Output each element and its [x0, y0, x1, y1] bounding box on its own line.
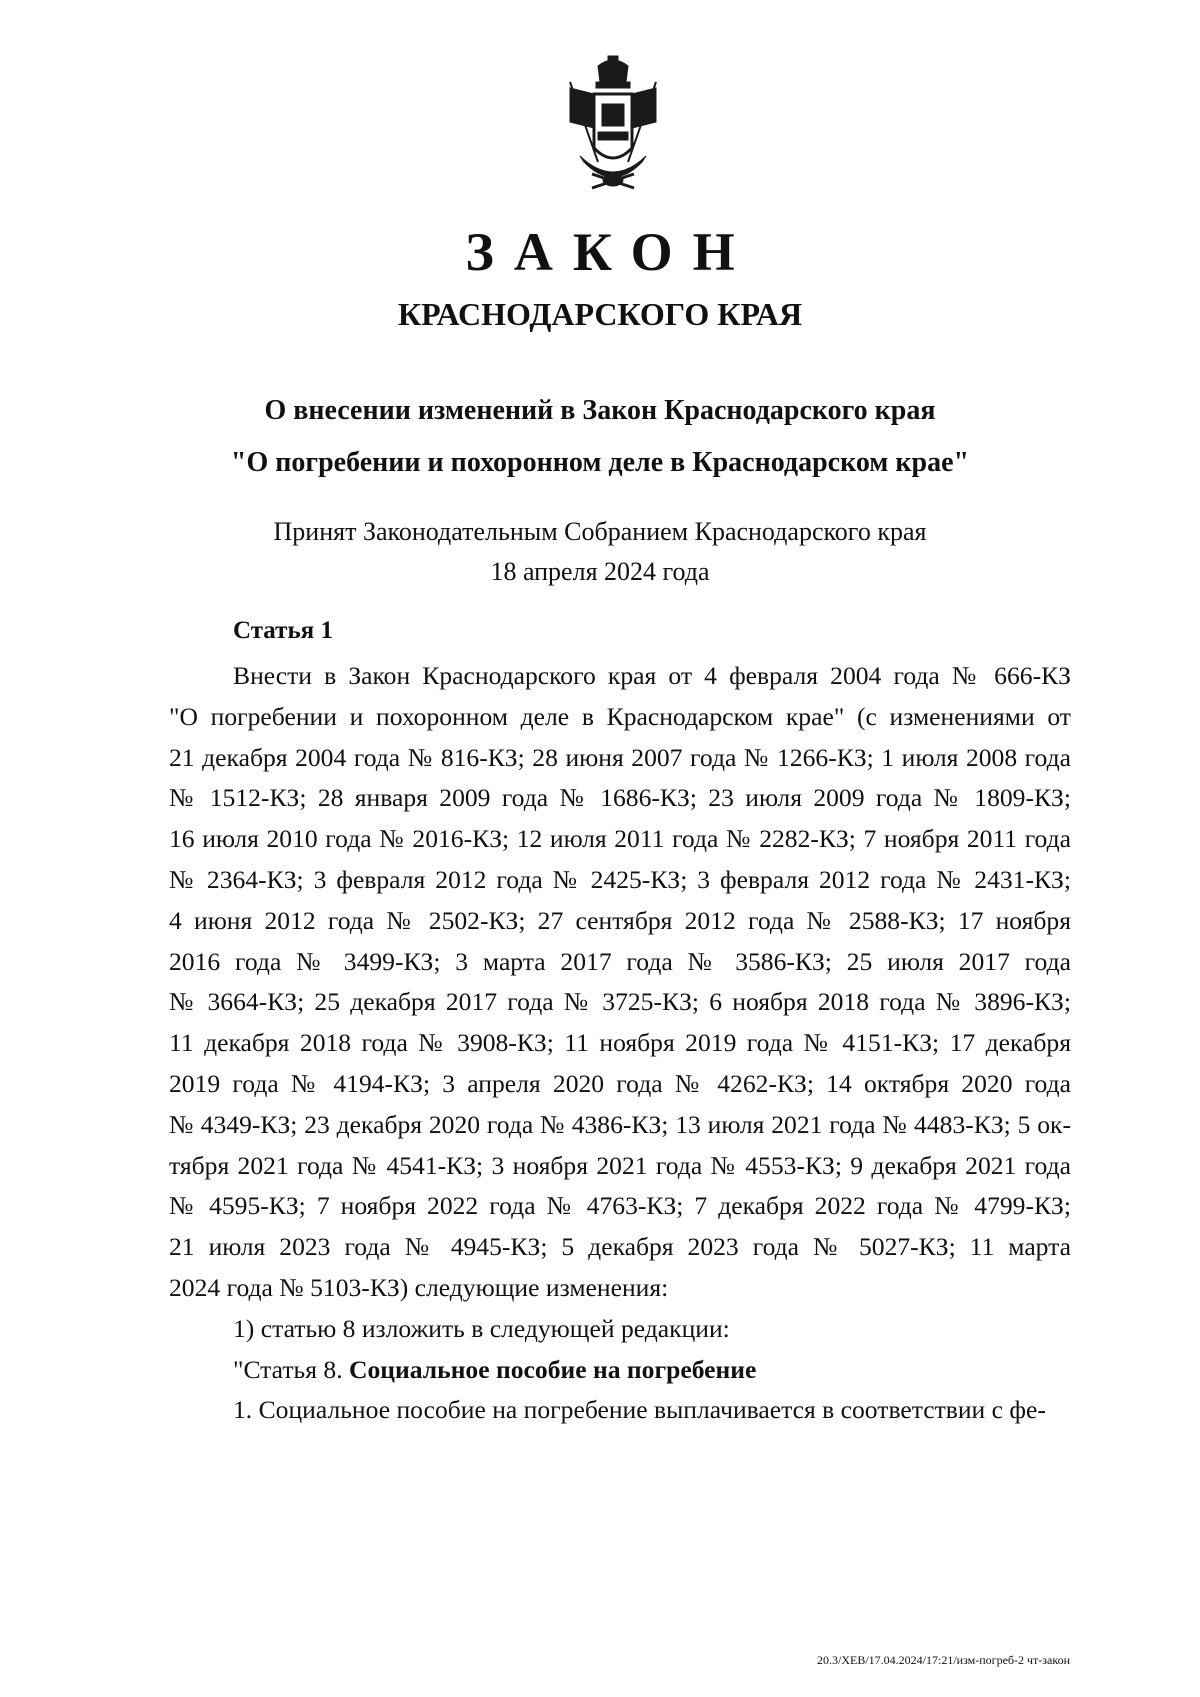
intro-line: № 1512-КЗ; 28 января 2009 года № 1686-КЗ; 23 июля 2009 года № 1809-КЗ; — [169, 783, 1071, 813]
intro-line: 21 июля 2023 года № 4945-КЗ; 5 декабря 2023 года № 5027-КЗ; 11 марта — [169, 1232, 1071, 1262]
adoption-date: 18 апреля 2024 года — [490, 557, 710, 586]
crown-dome — [598, 60, 628, 82]
item-1: 1) статью 8 изложить в следующей редакции: — [233, 1313, 730, 1343]
intro-line: 4 июня 2012 года № 2502-КЗ; 27 сентября 2012 года № 2588-КЗ; 17 ноября — [169, 905, 1071, 935]
intro-line: тября 2021 года № 4541-КЗ; 3 ноября 2021 года № 4553-КЗ; 9 декабря 2021 года — [169, 1150, 1071, 1180]
article-heading: Статья 1 — [233, 617, 333, 644]
ribbon-knot — [603, 174, 623, 186]
intro-line: 2019 года № 4194-КЗ; 3 апреля 2020 года № 4262-КЗ; 14 октября 2020 года — [169, 1068, 1071, 1098]
intro-line: 16 июля 2010 года № 2016-КЗ; 12 июля 2011 года № 2282-КЗ; 7 ноября 2011 года — [169, 824, 1071, 854]
new-article-heading — [169, 1350, 1071, 1391]
shield-eagle — [602, 104, 624, 126]
intro-line: 11 декабря 2018 года № 3908-КЗ; 11 ноября 2019 года № 4151-КЗ; 17 декабря — [169, 1028, 1071, 1058]
shield-base — [598, 132, 628, 140]
coat-of-arms-emblem — [558, 52, 668, 198]
crown-band — [596, 82, 630, 88]
new-article-title: Социальное пособие на погребение — [349, 1354, 757, 1384]
intro-line: "О погребении и похоронном деле в Краснодарском крае" (с изменениями от — [169, 701, 1071, 731]
document-code: 20.3/ХЕВ/17.04.2024/17:21/изм-погреб-2 чт-закон — [816, 1653, 1070, 1667]
intro-line: 2024 года № 5103-КЗ) следующие изменения: — [169, 1272, 669, 1302]
intro-line: 21 декабря 2004 года № 816-КЗ; 28 июня 2007 года № 1266-КЗ; 1 июля 2008 года — [169, 742, 1071, 772]
intro-paragraph — [169, 656, 1071, 1309]
new-article-prefix: "Статья 8. — [233, 1354, 349, 1384]
intro-line: Внести в Закон Краснодарского края от 4 февраля 2004 года № 666-КЗ — [233, 661, 1071, 690]
region-title: КРАСНОДАРСКОГО КРАЯ — [397, 296, 803, 332]
intro-line: № 4349-КЗ; 23 декабря 2020 года № 4386-КЗ; 13 июля 2021 года № 4483-КЗ; 5 ок- — [169, 1109, 1071, 1139]
article-body — [169, 656, 1071, 1431]
subject-line-2: "О погребении и похоронном деле в Краснодарском крае" — [230, 447, 970, 478]
document-title: ЗАКОН — [465, 222, 755, 282]
paragraph-1: 1. Социальное пособие на погребение выплачивается в соответствии с фе- — [233, 1395, 1046, 1425]
intro-line: № 3664-КЗ; 25 декабря 2017 года № 3725-КЗ; 6 ноября 2018 года № 3896-КЗ; — [169, 987, 1071, 1017]
adoption-authority: Принят Законодательным Собранием Краснодарского края — [273, 517, 927, 546]
intro-line: 2016 года № 3499-КЗ; 3 марта 2017 года № 3586-КЗ; 25 июля 2017 года — [169, 946, 1071, 976]
subject-line-1: О внесении изменений в Закон Краснодарского края — [264, 395, 936, 426]
intro-line: № 2364-КЗ; 3 февраля 2012 года № 2425-КЗ; 3 февраля 2012 года № 2431-КЗ; — [169, 864, 1071, 894]
intro-line: № 4595-КЗ; 7 ноября 2022 года № 4763-КЗ; 7 декабря 2022 года № 4799-КЗ; — [169, 1191, 1071, 1221]
